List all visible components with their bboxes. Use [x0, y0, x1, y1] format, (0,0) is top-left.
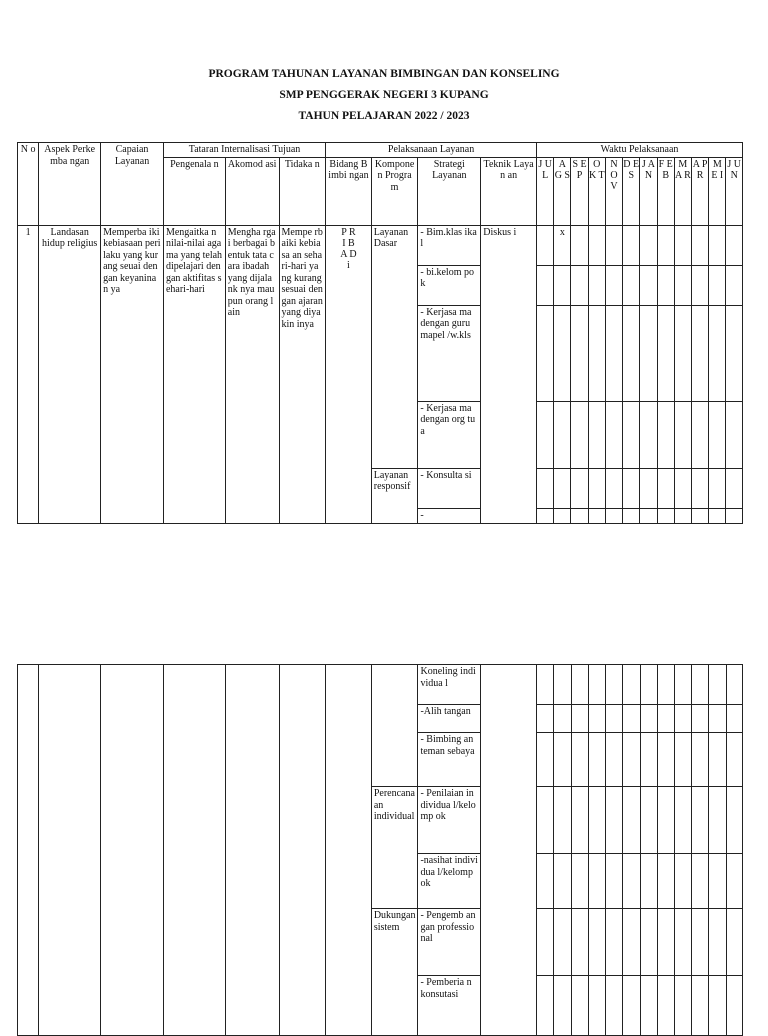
strategi-item: - Kerjasa ma dengan guru mapel /w.kls	[418, 305, 481, 401]
program-table-continued	[17, 664, 743, 1036]
month-cell	[726, 705, 742, 733]
month-cell	[623, 787, 640, 854]
program-table	[17, 142, 743, 524]
month-cell	[571, 854, 588, 909]
month-cell	[623, 733, 640, 787]
academic-year: TAHUN PELAJARAN 2022 / 2023	[298, 110, 470, 122]
cont-tindakan	[279, 665, 326, 1036]
month-cell	[674, 705, 691, 733]
month-cell	[674, 305, 691, 401]
month-cell	[640, 468, 657, 508]
header-month-jan: J A N	[640, 157, 657, 225]
month-cell	[606, 909, 623, 976]
komponen-layanan-responsif: Layanan responsif	[371, 468, 418, 523]
header-month-des: D E S	[623, 157, 640, 225]
month-cell	[640, 733, 657, 787]
strategi-item: - Bim.klas ikal	[418, 225, 481, 265]
strategi-item: -Alih tangan	[418, 705, 481, 733]
month-cell	[709, 705, 726, 733]
month-cell	[657, 733, 674, 787]
month-cell	[571, 665, 588, 705]
month-cell	[554, 665, 571, 705]
header-pelaksanaan: Pelaksanaan Layanan	[326, 143, 537, 158]
row-number: 1	[18, 225, 39, 523]
month-cell	[554, 401, 571, 468]
month-cell	[640, 665, 657, 705]
month-cell	[606, 976, 623, 1036]
month-cell	[571, 909, 588, 976]
header-month-okt: O K T	[588, 157, 605, 225]
strategi-item: - Bimbing an teman sebaya	[418, 733, 481, 787]
month-cell	[554, 305, 571, 401]
header-no: N o	[18, 143, 39, 226]
header-tataran: Tataran Internalisasi Tujuan	[163, 143, 325, 158]
month-cell	[709, 225, 726, 265]
month-cell	[709, 508, 726, 523]
month-cell	[623, 265, 640, 305]
month-cell	[554, 468, 571, 508]
month-cell	[571, 265, 588, 305]
month-cell	[537, 401, 554, 468]
month-cell	[691, 401, 708, 468]
month-cell	[623, 305, 640, 401]
month-cell	[709, 265, 726, 305]
month-cell	[692, 854, 709, 909]
header-tindakan: Tidaka n	[279, 157, 326, 225]
strategi-item: - Kerjasa ma dengan org tua	[418, 401, 481, 468]
month-cell	[692, 665, 709, 705]
header-month-jun: J U N	[726, 157, 743, 225]
month-cell	[726, 265, 743, 305]
month-cell	[588, 733, 605, 787]
strategi-item: -	[418, 508, 481, 523]
month-cell	[623, 508, 640, 523]
month-cell	[571, 976, 588, 1036]
month-cell	[640, 305, 657, 401]
month-cell	[709, 909, 726, 976]
month-cell	[588, 401, 605, 468]
month-cell	[571, 468, 588, 508]
month-cell	[726, 468, 743, 508]
strategi-item: - Pengemb angan professio nal	[418, 909, 481, 976]
month-cell	[588, 976, 605, 1036]
month-cell	[674, 401, 691, 468]
month-cell	[554, 705, 571, 733]
month-cell	[657, 468, 674, 508]
month-cell-ags: x	[554, 225, 571, 265]
header-waktu: Waktu Pelaksanaan	[537, 143, 743, 158]
month-cell	[674, 909, 691, 976]
month-cell	[537, 909, 554, 976]
strategi-item: - bi.kelom pok	[418, 265, 481, 305]
month-cell	[726, 733, 742, 787]
row-pengenalan: Mengaitka n nilai-nilai agama yang telah dipelajari dengan aktifitas sehari-hari	[163, 225, 225, 523]
month-cell	[726, 508, 743, 523]
month-cell	[674, 508, 691, 523]
cont-komponen	[371, 665, 418, 787]
row-akomodasi: Mengha rgai berbagai bentuk tata cara ibadah yang dijalank nya maupun orang lain	[225, 225, 279, 523]
month-cell	[537, 508, 554, 523]
month-cell	[588, 909, 605, 976]
month-cell	[571, 787, 588, 854]
month-cell	[640, 976, 657, 1036]
strategi-item: - Konsulta si	[418, 468, 481, 508]
month-cell	[726, 665, 742, 705]
month-cell	[640, 508, 657, 523]
month-cell	[554, 909, 571, 976]
header-akomodasi: Akomod asi	[225, 157, 279, 225]
month-cell	[623, 909, 640, 976]
document-title: PROGRAM TAHUNAN LAYANAN BIMBINGAN DAN KONSELING	[208, 68, 560, 80]
month-cell	[726, 976, 742, 1036]
month-cell	[657, 665, 674, 705]
month-cell	[674, 225, 691, 265]
month-cell	[640, 787, 657, 854]
cont-teknik	[481, 665, 537, 1036]
month-cell	[726, 225, 743, 265]
month-cell	[674, 468, 691, 508]
header-bidang: Bidang Bimbi ngan	[326, 157, 372, 225]
month-cell	[606, 854, 623, 909]
strategi-item: - Penilaian individua l/kelomp ok	[418, 787, 481, 854]
month-cell	[657, 787, 674, 854]
month-cell	[606, 665, 623, 705]
komponen-layanan-dasar: Layanan Dasar	[371, 225, 418, 468]
cont-no	[18, 665, 39, 1036]
month-cell	[605, 265, 622, 305]
month-cell	[605, 305, 622, 401]
month-cell	[554, 265, 571, 305]
header-pengenalan: Pengenala n	[163, 157, 225, 225]
month-cell	[691, 305, 708, 401]
month-cell	[692, 909, 709, 976]
komponen-dukungan-sistem: Dukungan sistem	[371, 909, 418, 1036]
row-teknik: Diskus i	[481, 225, 537, 523]
row-bidang: P R I B A D i	[326, 225, 372, 523]
month-cell	[692, 733, 709, 787]
header-strategi: Strategi Layanan	[418, 157, 481, 225]
month-cell	[709, 787, 726, 854]
header-month-apr: A P R	[691, 157, 708, 225]
row-aspek: Landasan hidup religius	[39, 225, 101, 523]
month-cell	[657, 305, 674, 401]
month-cell	[691, 468, 708, 508]
month-cell	[588, 705, 605, 733]
month-cell	[571, 305, 588, 401]
header-capaian: Capaian Layanan	[101, 143, 164, 226]
month-cell	[657, 265, 674, 305]
header-month-jul: J U L	[537, 157, 554, 225]
month-cell	[537, 305, 554, 401]
month-cell	[709, 976, 726, 1036]
month-cell	[554, 733, 571, 787]
month-cell	[588, 305, 605, 401]
month-cell	[674, 665, 691, 705]
month-cell	[726, 401, 743, 468]
month-cell	[726, 787, 742, 854]
month-cell	[588, 508, 605, 523]
month-cell	[692, 976, 709, 1036]
header-aspek: Aspek Perkemba ngan	[39, 143, 101, 226]
month-cell	[537, 665, 554, 705]
header-month-ags: A G S	[554, 157, 571, 225]
month-cell	[709, 305, 726, 401]
month-cell	[588, 665, 605, 705]
month-cell	[537, 705, 554, 733]
month-cell	[571, 508, 588, 523]
month-cell	[537, 468, 554, 508]
month-cell	[657, 909, 674, 976]
month-cell	[571, 733, 588, 787]
month-cell	[537, 854, 554, 909]
month-cell	[640, 401, 657, 468]
month-cell	[691, 265, 708, 305]
month-cell	[640, 854, 657, 909]
month-cell	[657, 225, 674, 265]
month-cell	[588, 265, 605, 305]
month-cell	[605, 468, 622, 508]
month-cell	[692, 705, 709, 733]
header-komponen: Kompone n Program	[371, 157, 418, 225]
month-cell	[554, 508, 571, 523]
month-cell	[709, 468, 726, 508]
month-cell	[571, 705, 588, 733]
month-cell	[605, 508, 622, 523]
month-cell	[623, 401, 640, 468]
strategi-item: - Pemberia n konsutasi	[418, 976, 481, 1036]
header-month-feb: F E B	[657, 157, 674, 225]
month-cell	[726, 305, 743, 401]
month-cell	[588, 225, 605, 265]
cont-aspek	[39, 665, 101, 1036]
row-tindakan: Mempe rbaiki kebiasa an sehari-hari yang kurang sesuai dengan ajaran yang diyakin inya	[279, 225, 326, 523]
month-cell	[691, 508, 708, 523]
cont-bidang	[326, 665, 372, 1036]
header-month-mei: M E I	[709, 157, 726, 225]
month-cell	[640, 265, 657, 305]
month-cell	[726, 854, 742, 909]
month-cell	[640, 909, 657, 976]
month-cell	[606, 787, 623, 854]
header-month-sep: S E P	[571, 157, 588, 225]
month-cell	[588, 787, 605, 854]
month-cell	[537, 787, 554, 854]
month-cell	[657, 401, 674, 468]
month-cell	[691, 225, 708, 265]
header-month-nov: N O V	[605, 157, 622, 225]
month-cell	[674, 265, 691, 305]
strategi-item: Koneling individua l	[418, 665, 481, 705]
month-cell	[726, 909, 742, 976]
month-cell	[623, 665, 640, 705]
month-cell	[606, 733, 623, 787]
month-cell	[623, 225, 640, 265]
strategi-item: -nasihat individua l/kelomp ok	[418, 854, 481, 909]
month-cell	[674, 787, 691, 854]
month-cell	[709, 665, 726, 705]
month-cell	[674, 976, 691, 1036]
cont-pengenalan	[163, 665, 225, 1036]
month-cell	[657, 854, 674, 909]
month-cell	[657, 508, 674, 523]
school-name: SMP PENGGERAK NEGERI 3 KUPANG	[279, 89, 489, 101]
komponen-perencanaan-individual: Perencana an individual	[371, 787, 418, 909]
month-cell	[623, 976, 640, 1036]
month-cell	[588, 468, 605, 508]
month-cell	[640, 705, 657, 733]
row-capaian: Memperba iki kebiasaan perilaku yang kurang seuai dengan keyaninan ya	[101, 225, 164, 523]
month-cell	[623, 705, 640, 733]
month-cell-jul	[537, 225, 554, 265]
month-cell	[692, 787, 709, 854]
month-cell	[571, 401, 588, 468]
month-cell	[537, 265, 554, 305]
month-cell	[537, 733, 554, 787]
month-cell	[709, 854, 726, 909]
header-teknik: Teknik Layan an	[481, 157, 537, 225]
month-cell	[623, 854, 640, 909]
cont-capaian	[101, 665, 164, 1036]
month-cell	[605, 401, 622, 468]
month-cell	[709, 401, 726, 468]
month-cell	[537, 976, 554, 1036]
month-cell	[605, 225, 622, 265]
month-cell	[571, 225, 588, 265]
header-month-mar: M A R	[674, 157, 691, 225]
month-cell	[554, 976, 571, 1036]
month-cell	[657, 705, 674, 733]
month-cell	[554, 787, 571, 854]
month-cell	[606, 705, 623, 733]
month-cell	[674, 733, 691, 787]
cont-akomodasi	[225, 665, 279, 1036]
month-cell	[657, 976, 674, 1036]
month-cell	[640, 225, 657, 265]
month-cell	[588, 854, 605, 909]
month-cell	[623, 468, 640, 508]
month-cell	[674, 854, 691, 909]
month-cell	[709, 733, 726, 787]
month-cell	[554, 854, 571, 909]
